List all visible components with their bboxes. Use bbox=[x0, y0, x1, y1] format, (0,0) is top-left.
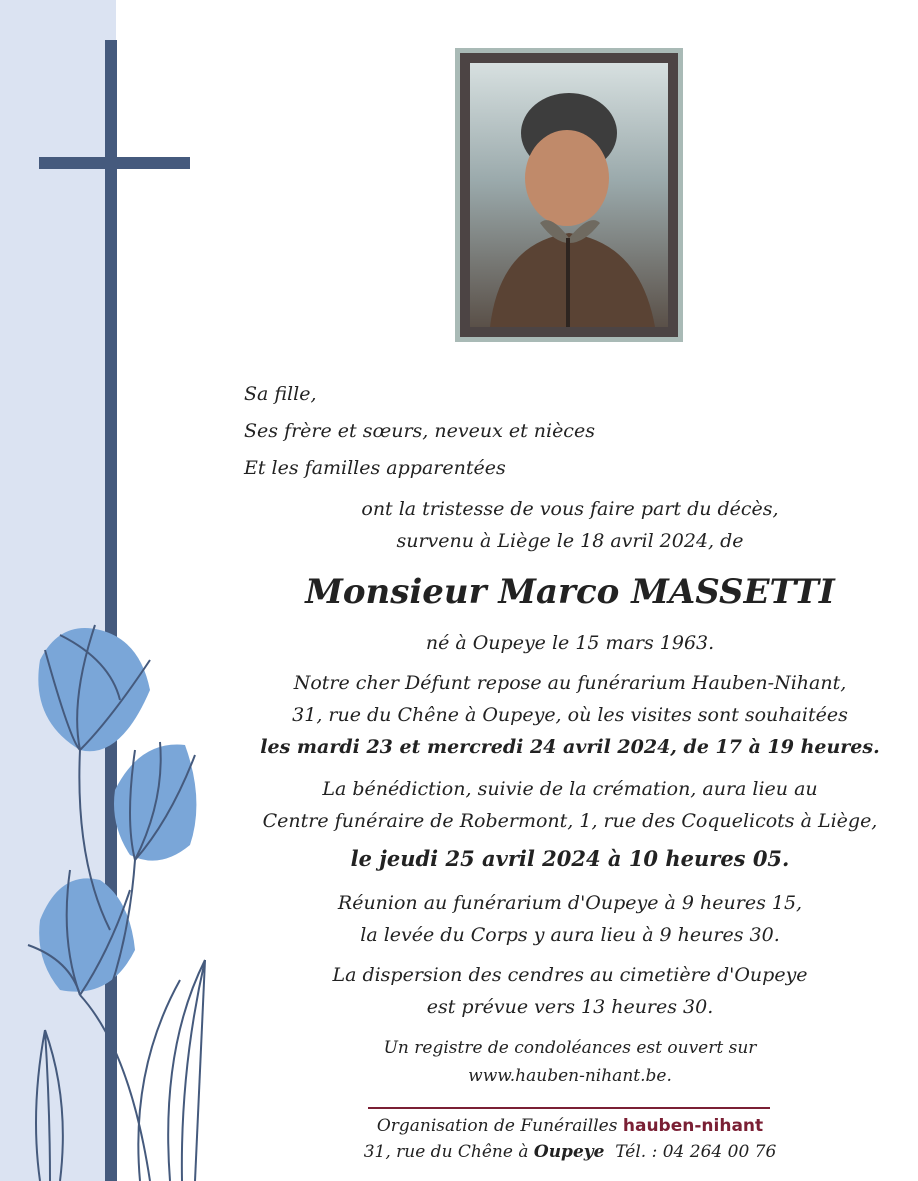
family-line: Ses frère et sœurs, neveux et nièces bbox=[244, 420, 595, 442]
family-line: Et les familles apparentées bbox=[244, 457, 506, 479]
visitation-line-2: 31, rue du Chêne à Oupeye, où les visites sont souhaitées bbox=[292, 704, 848, 726]
registry-line-1: Un registre de condoléances est ouvert sur bbox=[383, 1038, 757, 1058]
portrait-frame bbox=[455, 48, 683, 342]
registry-website[interactable]: www.hauben-nihant.be. bbox=[468, 1066, 672, 1086]
visitation-line-1: Notre cher Défunt repose au funérarium Hauben-Nihant, bbox=[293, 672, 847, 694]
address-prefix: 31, rue du Chêne à bbox=[363, 1142, 529, 1162]
footer-organisation bbox=[230, 1116, 910, 1136]
family-line: Sa fille, bbox=[244, 383, 317, 405]
birth-info: né à Oupeye le 15 mars 1963. bbox=[425, 632, 715, 654]
cross-and-flowers-decoration bbox=[0, 0, 260, 1181]
portrait-photo bbox=[470, 63, 668, 327]
ceremony-line-1: La bénédiction, suivie de la crémation, aura lieu au bbox=[322, 778, 818, 800]
dispersion-line-1: La dispersion des cendres au cimetière d'Oupeye bbox=[332, 964, 808, 986]
cross-icon bbox=[39, 40, 190, 1181]
family-list bbox=[244, 376, 595, 487]
footer-address bbox=[230, 1142, 910, 1162]
visitation-dates: les mardi 23 et mercredi 24 avril 2024, de 17 à 19 heures. bbox=[260, 736, 880, 758]
ceremony-line-2: Centre funéraire de Robermont, 1, rue des Coquelicots à Liège, bbox=[262, 810, 878, 832]
dispersion-line-2: est prévue vers 13 heures 30. bbox=[426, 996, 714, 1018]
phone: Tél. : 04 264 00 76 bbox=[615, 1142, 777, 1162]
meeting-line-2: la levée du Corps y aura lieu à 9 heures 30. bbox=[360, 924, 780, 946]
address-town: Oupeye bbox=[533, 1142, 605, 1162]
announcement-line-2: survenu à Liège le 18 avril 2024, de bbox=[396, 530, 744, 552]
ceremony-date: le jeudi 25 avril 2024 à 10 heures 05. bbox=[350, 846, 790, 871]
org-prefix: Organisation de Funérailles bbox=[376, 1116, 618, 1136]
brand-logo: hauben-nihant bbox=[622, 1116, 764, 1136]
footer-divider bbox=[368, 1107, 770, 1109]
announcement-line-1: ont la tristesse de vous faire part du décès, bbox=[361, 498, 779, 520]
meeting-line-1: Réunion au funérarium d'Oupeye à 9 heures 15, bbox=[337, 892, 803, 914]
deceased-name: Monsieur Marco MASSETTI bbox=[305, 572, 835, 612]
